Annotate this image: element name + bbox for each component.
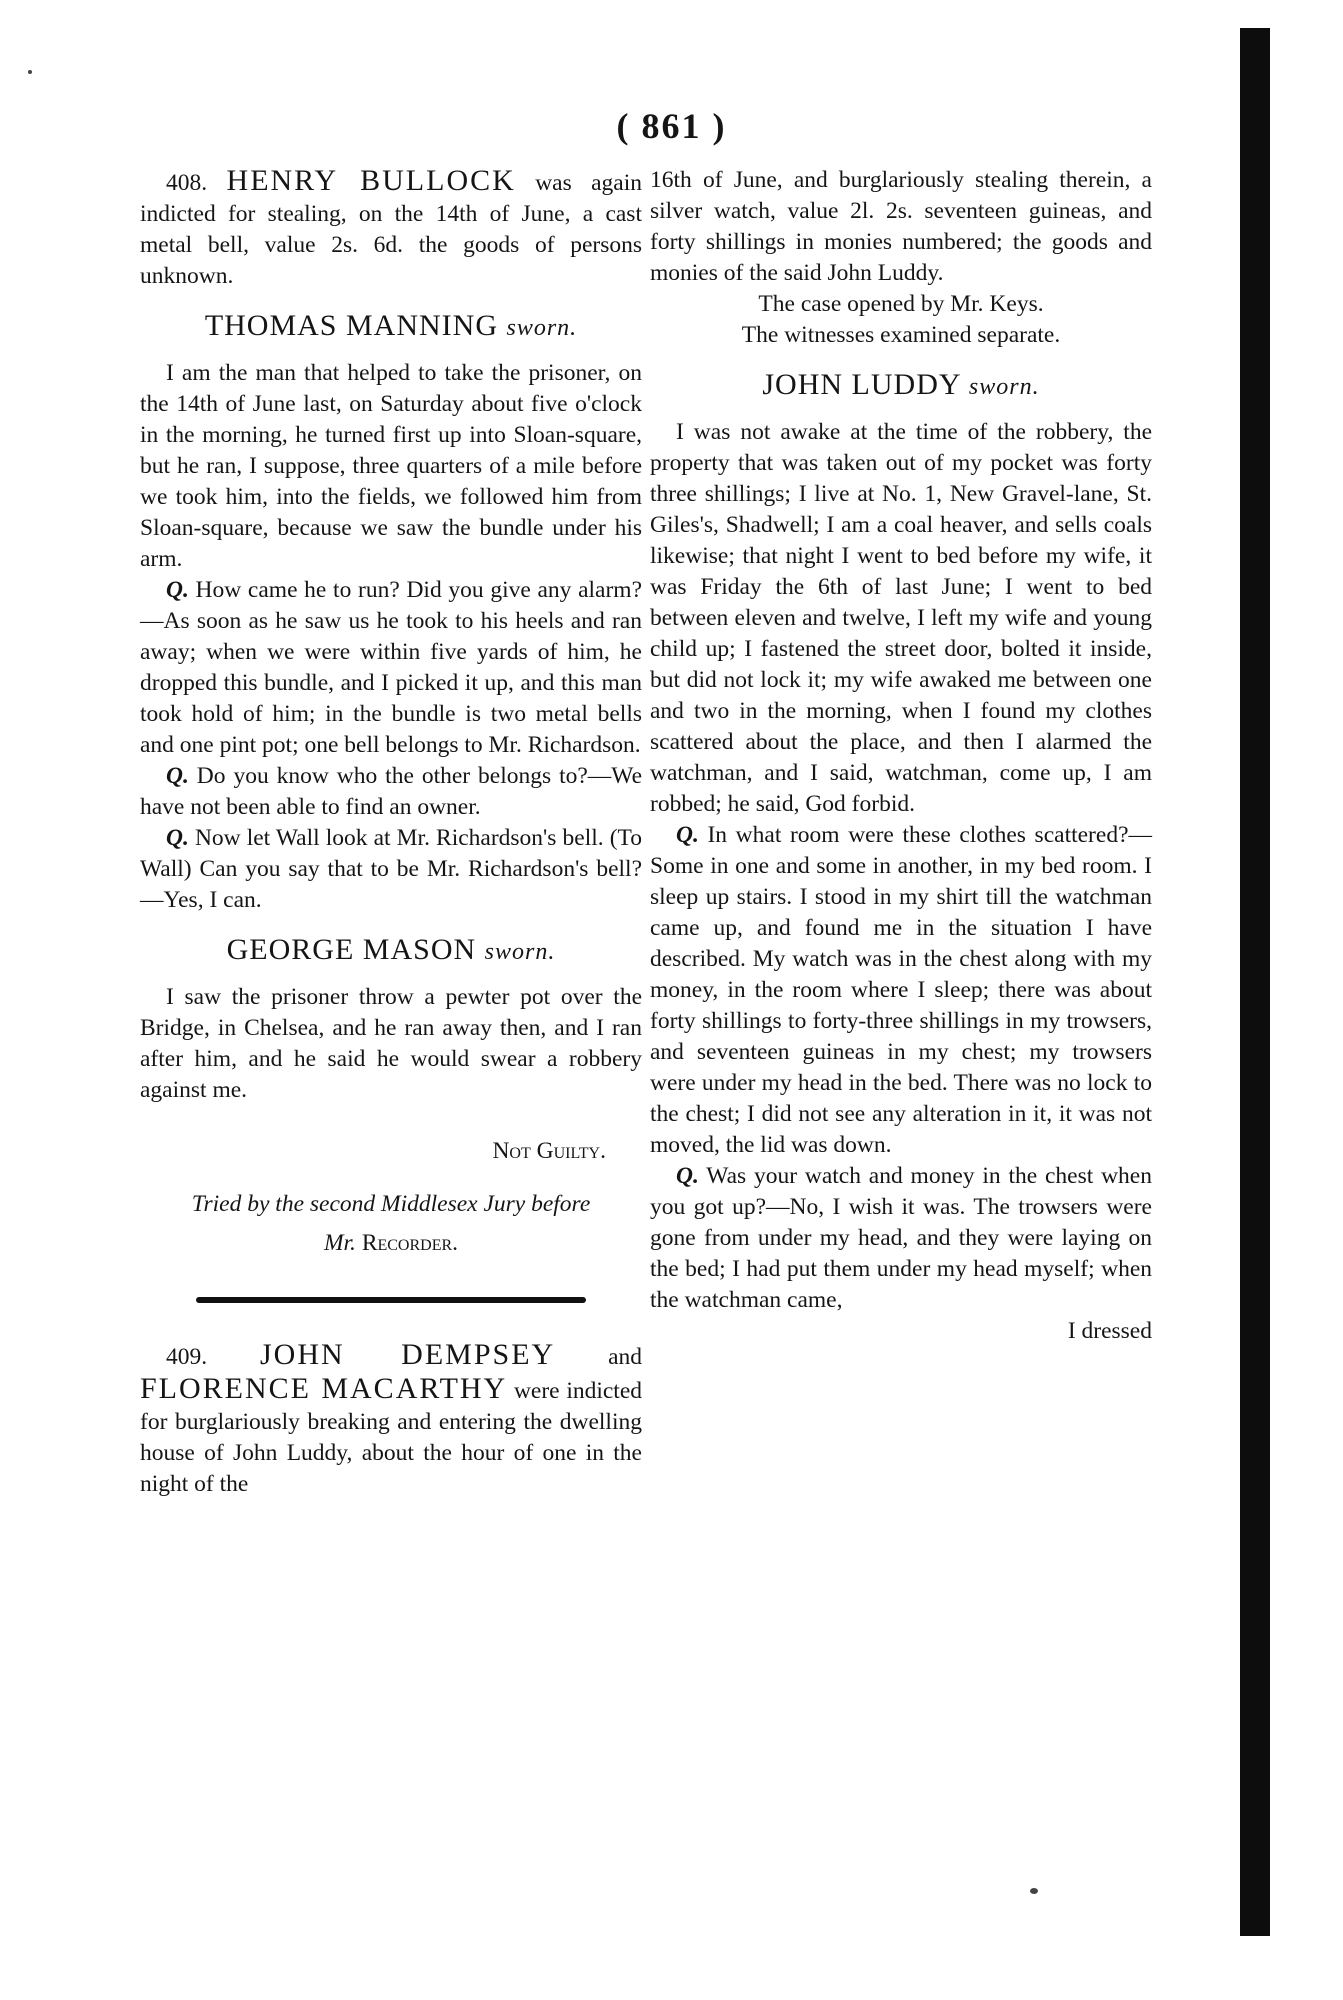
jury-line: Tried by the second Middlesex Jury before — [191, 1191, 591, 1217]
witness-name: THOMAS MANNING — [204, 309, 498, 342]
case-408-entry — [140, 165, 642, 292]
defendant-name: HENRY BULLOCK — [226, 164, 516, 197]
question-mark: Q. — [676, 1163, 699, 1189]
indictment-continuation: 16th of June, and burglariously stealing therein, a silver watch, value 2l. 2s. seventeen guineas, and forty shillings in monies numbered; the goods and monies of the said John Luddy. — [650, 167, 1152, 286]
verdict: Not Guilty. — [492, 1138, 606, 1164]
question-paragraph — [650, 820, 1152, 1161]
binding-edge — [1240, 28, 1270, 1936]
page-number: ( 861 ) — [616, 106, 727, 146]
question-mark: Q. — [166, 577, 189, 603]
question-mark: Q. — [166, 763, 189, 789]
sworn-label: sworn. — [484, 939, 556, 965]
witness-heading — [140, 308, 642, 346]
question-text: Now let Wall look at Mr. Richardson's bell. (To Wall) Can you say that to be Mr. Richardson's bell?—Yes, I can. — [140, 825, 643, 913]
ink-speck — [28, 70, 32, 74]
witness-heading — [140, 932, 642, 970]
question-mark: Q. — [166, 825, 189, 851]
sworn-label: sworn. — [968, 374, 1040, 400]
witness-heading — [650, 367, 1152, 405]
jury-line — [140, 1228, 642, 1259]
question-text: How came he to run? Did you give any alarm?—As soon as he saw us he took to his heels and ran away; when we were within five yards of him, he dropped this bundle, and I picked it up, and this man took hold of him; in the bundle is two metal bells and one pint pot; one bell belongs to Mr. Richardson. — [140, 577, 642, 758]
question-paragraph — [140, 761, 642, 823]
testimony-paragraph: I was not awake at the time of the robbery, the property that was taken out of my pocket was forty three shillings; I live at No. 1, New Gravel-lane, St. Giles's, Shadwell; I am a coal heaver, and sells coals likewise; that night I went to bed before my wife, it was Friday the 6th of last June; I went to bed between eleven and twelve, I left my wife and young child up; I fastened the street door, bolted it inside, but did not lock it; my wife awaked me between one and two in the morning, when I found my clothes scattered about the place, and then I alarmed the watchman, and I said, watchman, come up, I am robbed; he said, God forbid. — [650, 419, 1152, 817]
catchword: I dressed — [1067, 1318, 1152, 1344]
question-text: Was your watch and money in the chest when you got up?—No, I wish it was. The trowsers were gone from under my head, and they were laying on the bed; I had put them under my head myself; when the watchman came, — [650, 1163, 1152, 1313]
testimony-paragraph: I am the man that helped to take the prisoner, on the 14th of June last, on Saturday about five o'clock in the morning, he turned first up into Sloan-square, but he ran, I suppose, three quarters of a mile before we took him, into the fields, we followed him from Sloan-square, because we saw the bundle under his arm. — [140, 360, 642, 572]
case-number: 409. — [166, 1344, 208, 1370]
question-text: Do you know who the other belongs to?—We have not been able to find an owner. — [140, 763, 643, 820]
right-column — [650, 165, 1152, 1347]
indictment-text: were indicted for burglariously breaking and entering the dwelling house of John Luddy, about the hour of one in the night of the — [140, 1378, 643, 1497]
case-409-entry — [140, 1339, 642, 1500]
defendant-name: FLORENCE MACARTHY — [140, 1372, 508, 1405]
sworn-label: sworn. — [506, 315, 578, 341]
witness-name: GEORGE MASON — [226, 933, 477, 966]
question-paragraph — [650, 1161, 1152, 1316]
witness-name: JOHN LUDDY — [762, 368, 961, 401]
conjunction: and — [608, 1344, 643, 1370]
testimony-paragraph: I saw the prisoner throw a pewter pot over the Bridge, in Chelsea, and he ran away then, and I ran after him, and he said he would swear a robbery against me. — [140, 984, 642, 1103]
jury-judge: Recorder. — [361, 1230, 459, 1256]
question-text: In what room were these clothes scattered?—Some in one and some in another, in my bed room. I sleep up stairs. I stood in my shirt till the watchman came up, and found me in the situation I have described. My watch was in the chest along with my money, in the room where I sleep; there was about forty shillings to forty-three shillings in my trowsers, and seventeen guineas in my chest; my trowsers were under my head in the bed. There was no lock to the chest; I did not see any alteration in it, it was not moved, the lid was down. — [650, 822, 1152, 1158]
question-paragraph — [140, 575, 642, 761]
question-mark: Q. — [676, 822, 699, 848]
question-paragraph — [140, 823, 642, 916]
indictment-text: was again indicted for stealing, on the 14th of June, a cast metal bell, value 2s. 6d. the goods of persons unknown. — [140, 170, 643, 289]
jury-title: Mr. — [323, 1230, 356, 1256]
case-number: 408. — [166, 170, 208, 196]
case-opened-note: The case opened by Mr. Keys. — [758, 291, 1044, 317]
witnesses-note: The witnesses examined separate. — [741, 322, 1061, 348]
section-divider — [196, 1297, 586, 1303]
left-column — [140, 165, 642, 1500]
defendant-name: JOHN DEMPSEY — [260, 1338, 556, 1371]
ink-speck — [1030, 1888, 1038, 1894]
